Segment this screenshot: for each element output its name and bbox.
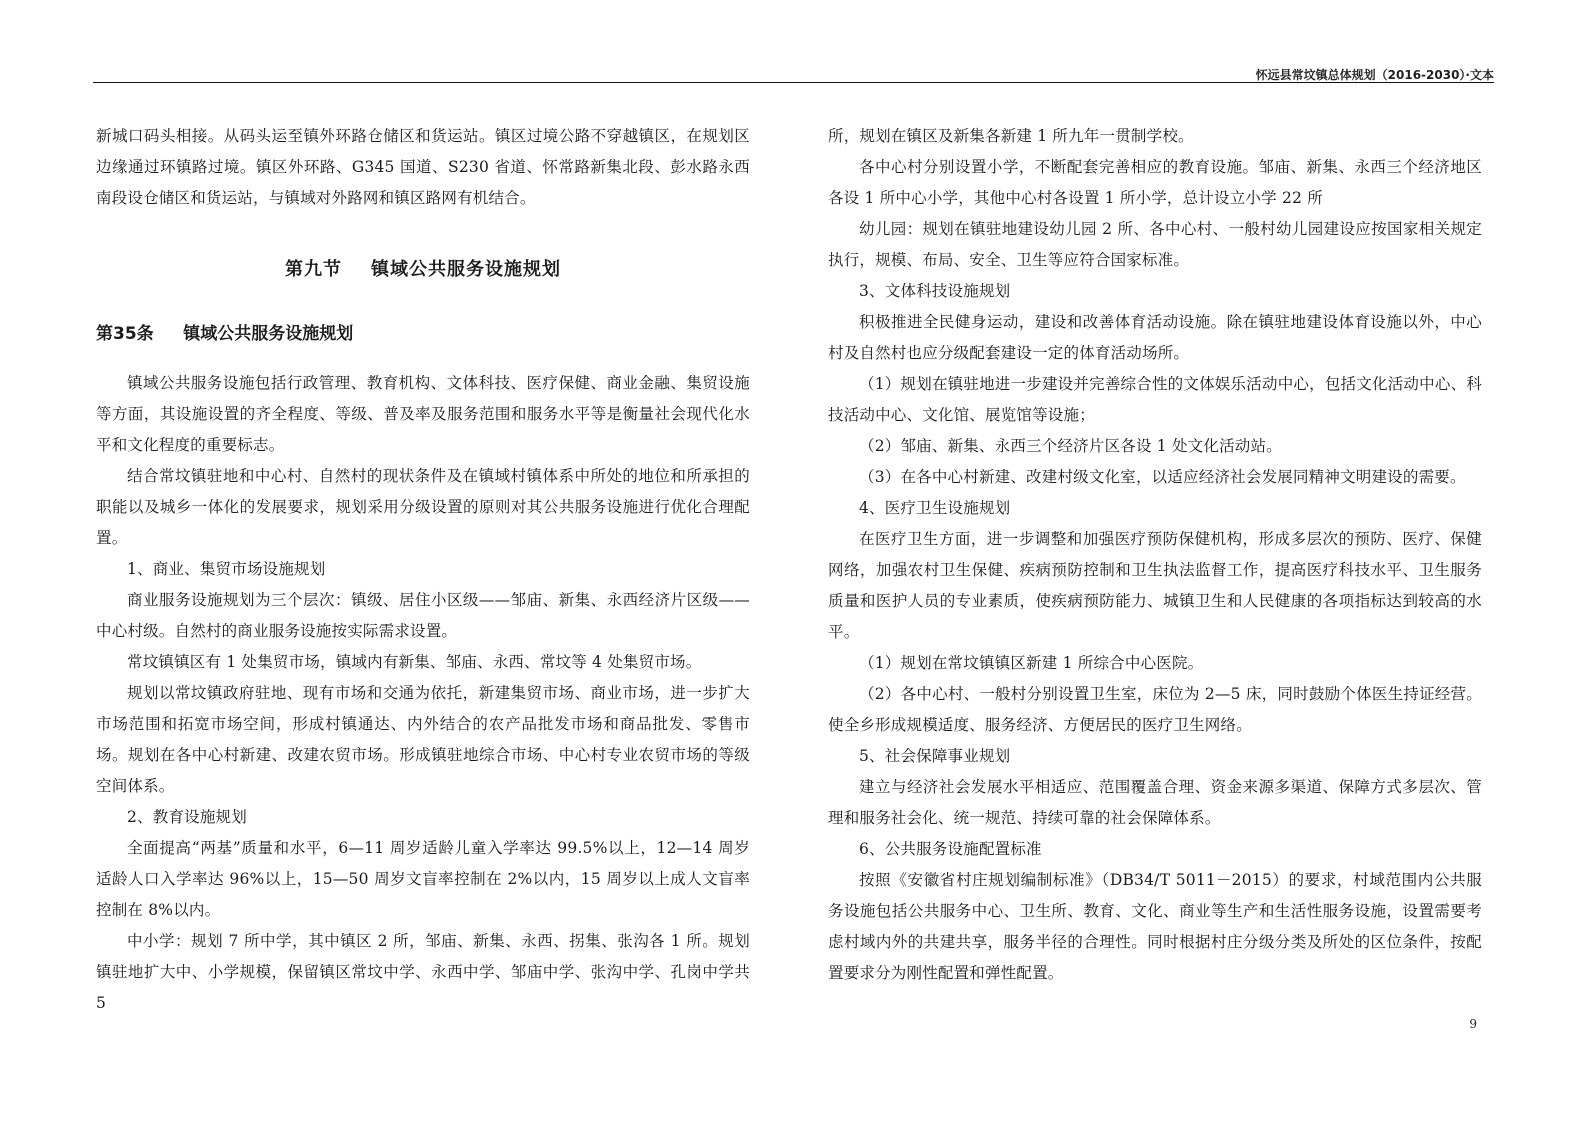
paragraph: （2）各中心村、一般村分别设置卫生室，床位为 2—5 床，同时鼓励个体医生持证经营。使全乡形成规模适度、服务经济、方便居民的医疗卫生网络。 — [828, 685, 1482, 734]
header-rule — [93, 82, 1494, 83]
paragraph: 所，规划在镇区及新集各新建 1 所九年一贯制学校。 — [828, 127, 1194, 145]
paragraph: 中小学：规划 7 所中学，其中镇区 2 所，邹庙、新集、永西、拐集、张沟各 1 所。规划镇驻地扩大中、小学规模，保留镇区常坟中学、永西中学、邹庙中学、张沟中学、孔岗中学共 5 — [96, 932, 750, 1012]
subsection-heading: 4、医疗卫生设施规划 — [859, 499, 1011, 517]
paragraph: 结合常坟镇驻地和中心村、自然村的现状条件及在镇域村镇体系中所处的地位和所承担的职能以及城乡一体化的发展要求，规划采用分级设置的原则对其公共服务设施进行优化合理配置。 — [96, 467, 750, 547]
left-column — [96, 121, 750, 1019]
paragraph: （3）在各中心村新建、改建村级文化室，以适应经济社会发展同精神文明建设的需要。 — [859, 468, 1466, 486]
paragraph: 常坟镇镇区有 1 处集贸市场，镇域内有新集、邹庙、永西、常坟等 4 处集贸市场。 — [127, 653, 702, 671]
paragraph: 全面提高“两基”质量和水平，6—11 周岁适龄儿童入学率达 99.5%以上，12—14 周岁适龄人口入学率达 96%以上，15—50 周岁文盲率控制在 2%以内，15 周岁以上成人文盲率控制在 8%以内。 — [96, 839, 750, 919]
document-header-title: 怀远县常坟镇总体规划（2016-2030）·文本 — [1255, 68, 1494, 82]
subsection-heading: 1、商业、集贸市场设施规划 — [127, 560, 326, 578]
subsection-heading: 2、教育设施规划 — [127, 808, 247, 826]
article-title: 第35条 镇域公共服务设施规划 — [96, 324, 354, 344]
paragraph: 各中心村分别设置小学，不断配套完善相应的教育设施。邹庙、新集、永西三个经济地区各设 1 所中心小学，其他中心村各设置 1 所小学，总计设立小学 22 所 — [828, 158, 1482, 207]
paragraph: （1）规划在常坟镇镇区新建 1 所综合中心医院。 — [859, 654, 1204, 672]
paragraph: 建立与经济社会发展水平相适应、范围覆盖合理、资金来源多渠道、保障方式多层次、管理和服务社会化、统一规范、持续可靠的社会保障体系。 — [828, 778, 1482, 827]
subsection-heading: 6、公共服务设施配置标准 — [859, 840, 1042, 858]
paragraph: 规划以常坟镇政府驻地、现有市场和交通为依托，新建集贸市场、商业市场，进一步扩大市场范围和拓宽市场空间，形成村镇通达、内外结合的农产品批发市场和商品批发、零售市场。规划在各中心村新建、改建农贸市场。形成镇驻地综合市场、中心村专业农贸市场的等级空间体系。 — [96, 684, 750, 795]
paragraph: 新城口码头相接。从码头运至镇外环路仓储区和货运站。镇区过境公路不穿越镇区，在规划区边缘通过环镇路过境。镇区外环路、G345 国道、S230 省道、怀常路新集北段、彭水路永西南段设仓储区和货运站，与镇域对外路网和镇区路网有机结合。 — [96, 127, 750, 207]
right-column — [828, 121, 1482, 989]
section-title: 第九节 镇域公共服务设施规划 — [284, 259, 562, 280]
paragraph: 商业服务设施规划为三个层次：镇级、居住小区级——邹庙、新集、永西经济片区级——中心村级。自然村的商业服务设施按实际需求设置。 — [96, 591, 750, 640]
paragraph: 按照《安徽省村庄规划编制标准》（DB34/T 5011－2015）的要求，村域范围内公共服务设施包括公共服务中心、卫生所、教育、文化、商业等生产和生活性服务设施，设置需要考虑村域内外的共建共享，服务半径的合理性。同时根据村庄分级分类及所处的区位条件，按配置要求分为刚性配置和弹性配置。 — [828, 871, 1482, 982]
paragraph: 镇域公共服务设施包括行政管理、教育机构、文体科技、医疗保健、商业金融、集贸设施等方面，其设施设置的齐全程度、等级、普及率及服务范围和服务水平等是衡量社会现代化水平和文化程度的重要标志。 — [96, 374, 750, 454]
paragraph: （2）邹庙、新集、永西三个经济片区各设 1 处文化活动站。 — [859, 437, 1282, 455]
paragraph: 积极推进全民健身运动，建设和改善体育活动设施。除在镇驻地建设体育设施以外，中心村及自然村也应分级配套建设一定的体育活动场所。 — [828, 313, 1482, 362]
page-number: 9 — [1469, 1017, 1477, 1031]
subsection-heading: 5、社会保障事业规划 — [859, 747, 1011, 765]
paragraph: （1）规划在镇驻地进一步建设并完善综合性的文体娱乐活动中心，包括文化活动中心、科技活动中心、文化馆、展览馆等设施； — [828, 375, 1482, 424]
subsection-heading: 3、文体科技设施规划 — [859, 282, 1011, 300]
paragraph: 幼儿园：规划在镇驻地建设幼儿园 2 所、各中心村、一般村幼儿园建设应按国家相关规定执行，规模、布局、安全、卫生等应符合国家标准。 — [828, 220, 1482, 269]
paragraph: 在医疗卫生方面，进一步调整和加强医疗预防保健机构，形成多层次的预防、医疗、保健网络，加强农村卫生保健、疾病预防控制和卫生执法监督工作，提高医疗科技水平、卫生服务质量和医护人员的专业素质，使疾病预防能力、城镇卫生和人民健康的各项指标达到较高的水平。 — [828, 530, 1482, 641]
